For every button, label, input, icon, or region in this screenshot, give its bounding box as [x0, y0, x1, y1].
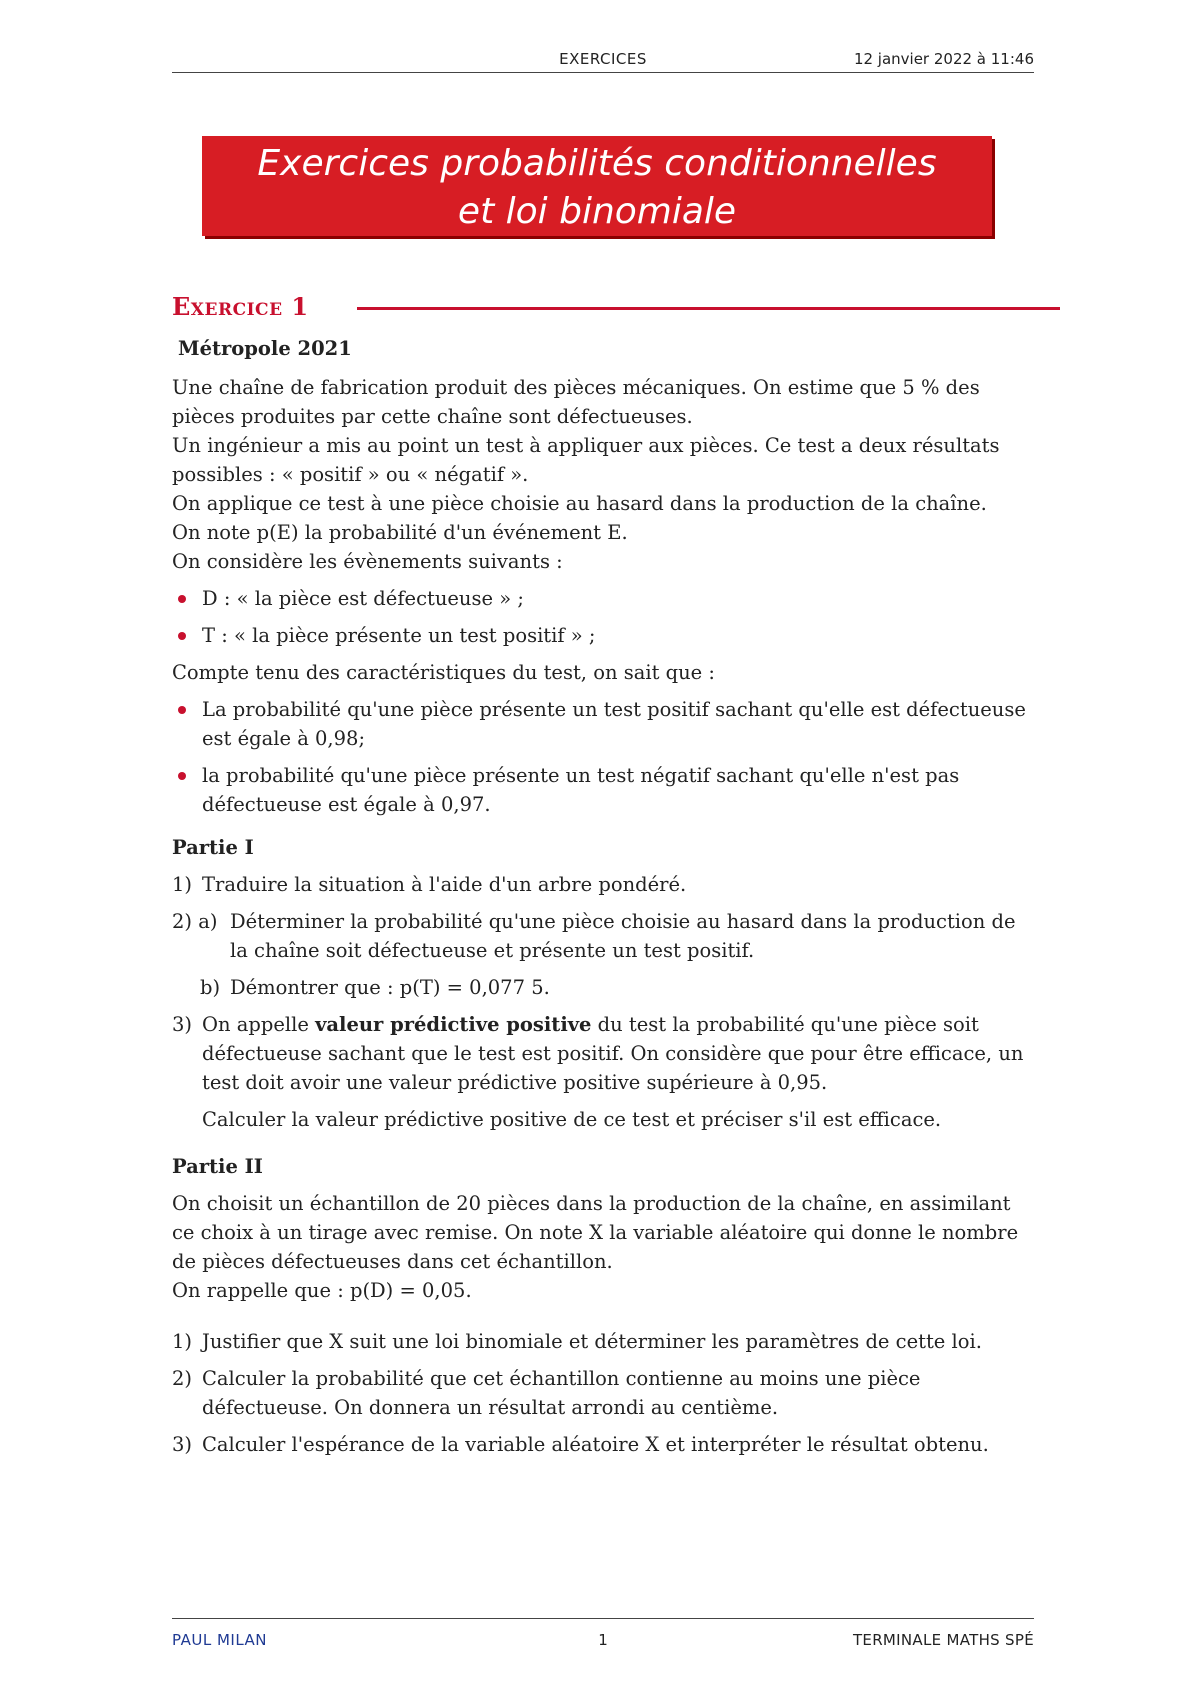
intro-line-1: Une chaîne de fabrication produit des pièces mécaniques. On estime que 5 % des pièces produites par cette chaîne sont défectueuses. — [172, 376, 980, 428]
part1-question-2a: 2) a) Déterminer la probabilité qu'une pièce choisie au hasard dans la production de la chaîne soit défectueuse et présente un test positif. — [172, 910, 1016, 962]
document-title-line1: Exercices probabilités conditionnelles — [257, 143, 937, 184]
page-footer — [172, 1618, 1034, 1649]
exercise-heading — [172, 292, 1060, 322]
exercise-body — [172, 334, 1034, 1467]
term-valeur-predictive: valeur prédictive positive — [315, 1013, 592, 1036]
part1-question-3: 3) On appelle valeur prédictive positive du test la probabilité qu'une pièce soit défectueuse sachant que le test est positif. On considère que pour être efficace, un test doit avoir une valeur prédictive positive supérieure à 0,95. — [172, 1013, 1024, 1094]
bullet-icon — [178, 772, 186, 780]
part1-question-1: 1) Traduire la situation à l'aide d'un arbre pondéré. — [172, 873, 687, 896]
event-item-d: D : « la pièce est défectueuse » ; — [172, 584, 1034, 613]
intro-line-5: On considère les évènements suivants : — [172, 550, 563, 573]
header-date: 12 janvier 2022 à 11:46 — [853, 50, 1034, 68]
part1-question-3-task: Calculer la valeur prédictive positive de ce test et préciser s'il est efficace. — [202, 1108, 942, 1131]
page-header — [172, 46, 1034, 73]
document-title-banner — [202, 136, 992, 236]
event-item-t: T : « la pièce présente un test positif » ; — [172, 621, 1034, 650]
spacer — [172, 1305, 1034, 1319]
known-item-2: la probabilité qu'une pièce présente un test négatif sachant qu'elle n'est pas défectueuse est égale à 0,97. — [172, 761, 1034, 819]
header-title: EXERCICES — [559, 50, 647, 68]
bullet-icon — [178, 632, 186, 640]
part2-recall: On rappelle que : p(D) = 0,05. — [172, 1279, 472, 1302]
footer-course: TERMINALE MATHS SPÉ — [852, 1631, 1034, 1649]
part2-question-2: 2) Calculer la probabilité que cet échantillon contienne au moins une pièce défectueuse. On donnera un résultat arrondi au centième. — [172, 1367, 921, 1419]
bullet-icon — [178, 595, 186, 603]
known-intro: Compte tenu des caractéristiques du test, on sait que : — [172, 661, 715, 684]
exercise-label: Exercice 1 — [172, 292, 309, 321]
footer-page-number: 1 — [598, 1631, 608, 1649]
intro-line-2: Un ingénieur a mis au point un test à appliquer aux pièces. Ce test a deux résultats possibles : « positif » ou « négatif ». — [172, 434, 1000, 486]
exercise-heading-rule — [357, 307, 1060, 310]
intro-line-4: On note p(E) la probabilité d'un événement E. — [172, 521, 628, 544]
part1-question-2b: b) Démontrer que : p(T) = 0,077 5. — [200, 976, 550, 999]
part2-question-3: 3) Calculer l'espérance de la variable aléatoire X et interpréter le résultat obtenu. — [172, 1433, 989, 1456]
footer-author: PAUL MILAN — [172, 1631, 267, 1649]
bullet-icon — [178, 706, 186, 714]
part2-question-1: 1) Justifier que X suit une loi binomiale et déterminer les paramètres de cette loi. — [172, 1330, 982, 1353]
part1-title: Partie I — [172, 836, 254, 859]
part2-title: Partie II — [172, 1155, 263, 1178]
known-item-1: La probabilité qu'une pièce présente un test positif sachant qu'elle est défectueuse est égale à 0,98; — [172, 695, 1034, 753]
exercise-source: Métropole 2021 — [178, 337, 352, 360]
part2-intro: On choisit un échantillon de 20 pièces dans la production de la chaîne, en assimilant ce choix à un tirage avec remise. On note X la variable aléatoire qui donne le nombre de pièces défectueuses dans cet échantillon. — [172, 1192, 1019, 1273]
intro-line-3: On applique ce test à une pièce choisie au hasard dans la production de la chaîne. — [172, 492, 987, 515]
document-title-line2: et loi binomiale — [457, 191, 737, 232]
